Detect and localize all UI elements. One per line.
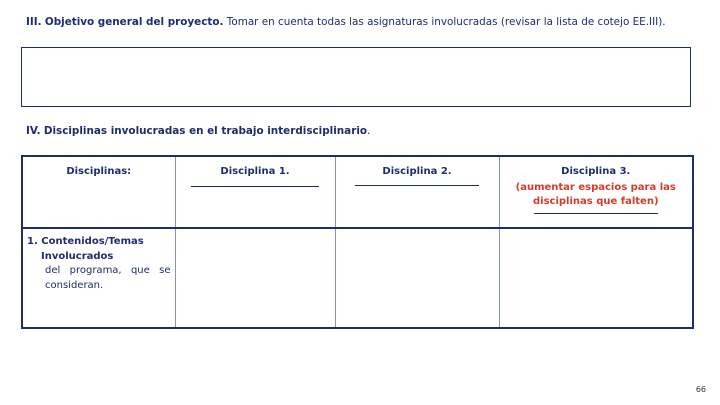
header-cell-disciplinas	[22, 156, 175, 228]
disciplina-1-blank-line[interactable]	[191, 186, 319, 187]
header-disciplina-1-label: Disciplina 1.	[220, 166, 290, 177]
section-iv-title: Disciplinas involucradas en el trabajo interdisciplinario	[43, 125, 368, 137]
row-label-line3: del programa, que se	[45, 265, 171, 276]
disciplines-table	[21, 155, 694, 329]
row-label-cell	[22, 228, 175, 328]
section-iii-number: III.	[26, 16, 42, 28]
section-iii-instructions: Tomar en cuenta todas las asignaturas involucradas (revisar la lista de cotejo EE.III).	[223, 16, 666, 28]
objective-answer-box[interactable]	[21, 47, 691, 107]
header-disciplina-3-label: Disciplina 3.	[561, 166, 631, 177]
disciplina-3-content-cell[interactable]	[499, 228, 693, 328]
disciplina-2-content-cell[interactable]	[335, 228, 499, 328]
page-number: 66	[695, 385, 706, 394]
disciplina-2-blank-line[interactable]	[355, 185, 479, 186]
row-label-line4: consideran.	[45, 279, 104, 291]
header-cell-disciplina-1[interactable]	[175, 156, 335, 228]
disciplina-3-blank-line[interactable]	[534, 213, 658, 214]
table-header-row	[22, 156, 693, 228]
disciplina-3-note-line2: disciplinas que falten)	[532, 196, 659, 207]
section-iv-title-end: .	[367, 125, 371, 137]
section-iii-title: Objetivo general del proyecto.	[44, 16, 224, 28]
row-label-line1: 1. Contenidos/Temas	[27, 236, 144, 247]
header-cell-disciplina-3[interactable]	[499, 156, 693, 228]
row-label	[23, 229, 175, 293]
row-label-line2: Involucrados	[41, 250, 114, 262]
header-disciplinas-label: Disciplinas:	[66, 166, 132, 177]
section-iv-number: IV.	[26, 125, 41, 137]
disciplina-1-content-cell[interactable]	[175, 228, 335, 328]
section-iv-heading	[26, 125, 370, 138]
table-row	[22, 228, 693, 328]
header-cell-disciplina-2[interactable]	[335, 156, 499, 228]
section-iii-heading	[26, 16, 666, 29]
header-disciplina-2-label: Disciplina 2.	[382, 166, 452, 177]
disciplina-3-note-line1: (aumentar espacios para las	[515, 182, 676, 193]
